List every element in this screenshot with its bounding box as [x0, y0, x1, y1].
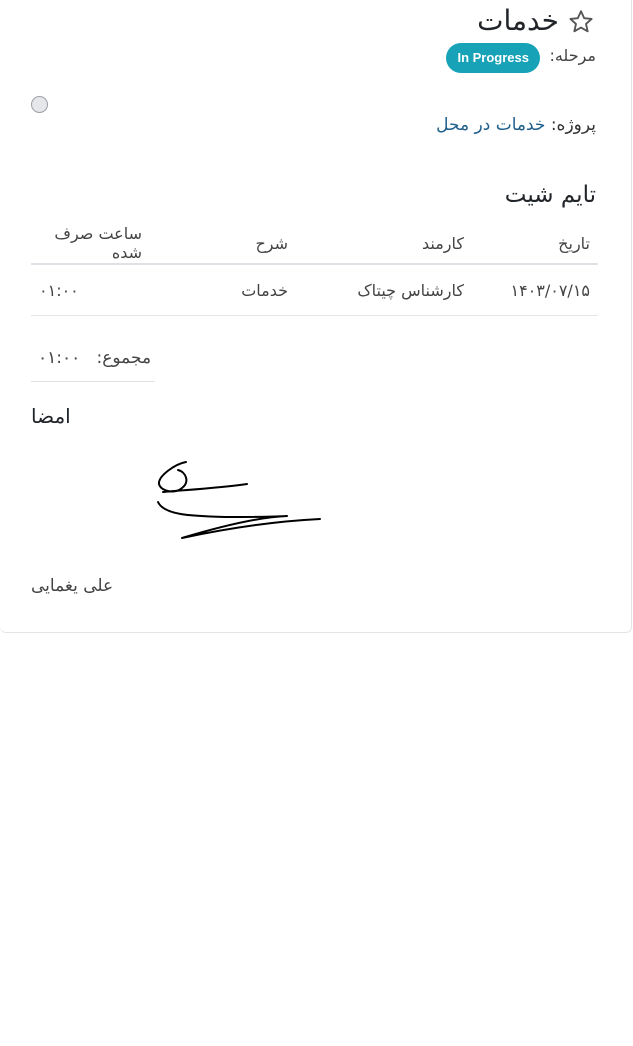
- column-header-employee: کارمند: [296, 223, 472, 264]
- total-label: مجموع:: [96, 348, 152, 368]
- signer-name: علی یغمایی: [31, 576, 114, 596]
- project-field: [436, 115, 596, 135]
- total-row: [38, 348, 151, 368]
- signature-image: [150, 456, 325, 546]
- stage-label: مرحله:: [549, 46, 596, 65]
- status-radio[interactable]: [31, 96, 48, 113]
- project-link[interactable]: خدمات در محل: [436, 115, 546, 135]
- column-header-description: شرح: [150, 223, 296, 264]
- table-row[interactable]: [31, 264, 598, 316]
- table-header-row: [31, 223, 598, 264]
- total-divider: [31, 381, 155, 382]
- column-header-date: تاریخ: [472, 223, 598, 264]
- star-icon[interactable]: [567, 8, 595, 36]
- cell-hours: ۰۱:۰۰: [31, 264, 150, 316]
- total-value: ۰۱:۰۰: [38, 348, 81, 368]
- signature-title: امضا: [31, 404, 71, 428]
- column-header-hours: ساعت صرف شده: [31, 223, 150, 264]
- project-label: پروژه:: [550, 115, 596, 135]
- stage-badge[interactable]: In Progress: [446, 43, 540, 73]
- timesheet-title: تایم شیت: [504, 182, 596, 208]
- cell-date: ۱۴۰۳/۰۷/۱۵: [472, 264, 598, 316]
- cell-employee: کارشناس چیتاک: [296, 264, 472, 316]
- timesheet-table: [31, 223, 598, 316]
- task-title: خدمات: [477, 4, 559, 37]
- cell-description: خدمات: [150, 264, 296, 316]
